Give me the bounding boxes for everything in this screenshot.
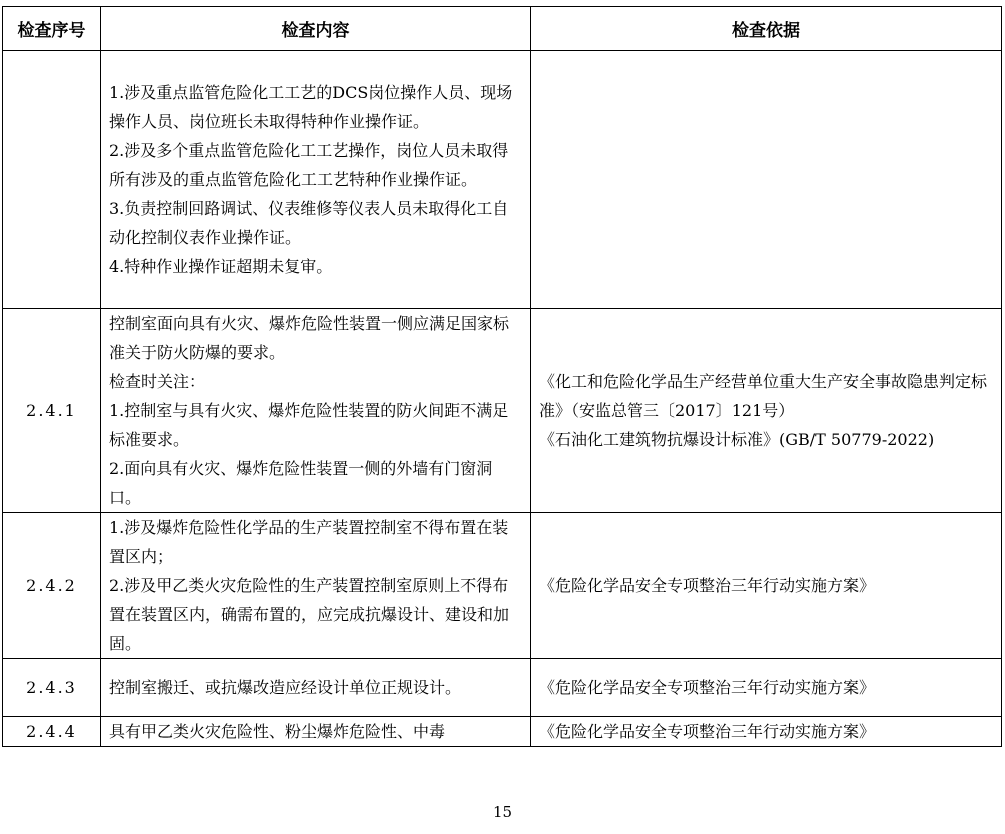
row-basis [531, 717, 1002, 747]
row-number: 2.4.3 [3, 659, 101, 717]
row-number: 2.4.4 [3, 717, 101, 747]
row-basis [531, 659, 1002, 717]
inspection-table [2, 6, 1002, 747]
content-line: 控制室面向具有火灾、爆炸危险性装置一侧应满足国家标准关于防火防爆的要求。 [109, 314, 510, 362]
row-content [101, 51, 531, 309]
row-basis [531, 309, 1002, 513]
content-line: 1.涉及重点监管危险化工工艺的DCS岗位操作人员、现场操作人员、岗位班长未取得特种作业操作证。 [109, 83, 513, 131]
basis-line: 《危险化学品安全专项整治三年行动实施方案》 [539, 722, 876, 741]
row-basis [531, 513, 1002, 659]
row-number: 2.4.2 [3, 513, 101, 659]
content-line: 1.涉及爆炸危险性化学品的生产装置控制室不得布置在装置区内； [109, 518, 509, 566]
table-row [3, 717, 1002, 747]
content-line: 2.面向具有火灾、爆炸危险性装置一侧的外墙有门窗洞口。 [109, 459, 493, 507]
basis-line: 《危险化学品安全专项整治三年行动实施方案》 [539, 678, 876, 697]
basis-line: 《石油化工建筑物抗爆设计标准》(GB/T 50779-2022) [539, 430, 935, 449]
table-row [3, 513, 1002, 659]
row-content [101, 717, 531, 747]
content-line: 4.特种作业操作证超期未复审。 [109, 257, 333, 276]
table-row [3, 659, 1002, 717]
content-line: 具有甲乙类火灾危险性、粉尘爆炸危险性、中毒 [109, 722, 446, 741]
row-content [101, 309, 531, 513]
header-content: 检查内容 [101, 7, 531, 51]
content-line: 2.涉及多个重点监管危险化工工艺操作，岗位人员未取得所有涉及的重点监管危险化工工艺特种作业操作证。 [109, 141, 509, 189]
header-row [3, 7, 1002, 51]
content-line: 2.涉及甲乙类火灾危险性的生产装置控制室原则上不得布置在装置区内，确需布置的，应完成抗爆设计、建设和加固。 [109, 576, 510, 653]
content-line: 控制室搬迁、或抗爆改造应经设计单位正规设计。 [109, 678, 462, 697]
row-number [3, 51, 101, 309]
basis-line: 《化工和危险化学品生产经营单位重大生产安全事故隐患判定标准》（安监总管三〔2017〕121号） [539, 372, 988, 420]
content-line: 1.控制室与具有火灾、爆炸危险性装置的防火间距不满足标准要求。 [109, 401, 509, 449]
row-number: 2.4.1 [3, 309, 101, 513]
page-number: 15 [492, 803, 513, 821]
content-line: 检查时关注： [109, 372, 206, 391]
content-line: 3.负责控制回路调试、仪表维修等仪表人员未取得化工自动化控制仪表作业操作证。 [109, 199, 509, 247]
basis-line: 《危险化学品安全专项整治三年行动实施方案》 [539, 576, 876, 595]
table-row [3, 309, 1002, 513]
row-content [101, 513, 531, 659]
header-basis: 检查依据 [531, 7, 1002, 51]
row-basis [531, 51, 1002, 309]
table-row [3, 51, 1002, 309]
row-content [101, 659, 531, 717]
header-number: 检查序号 [3, 7, 101, 51]
